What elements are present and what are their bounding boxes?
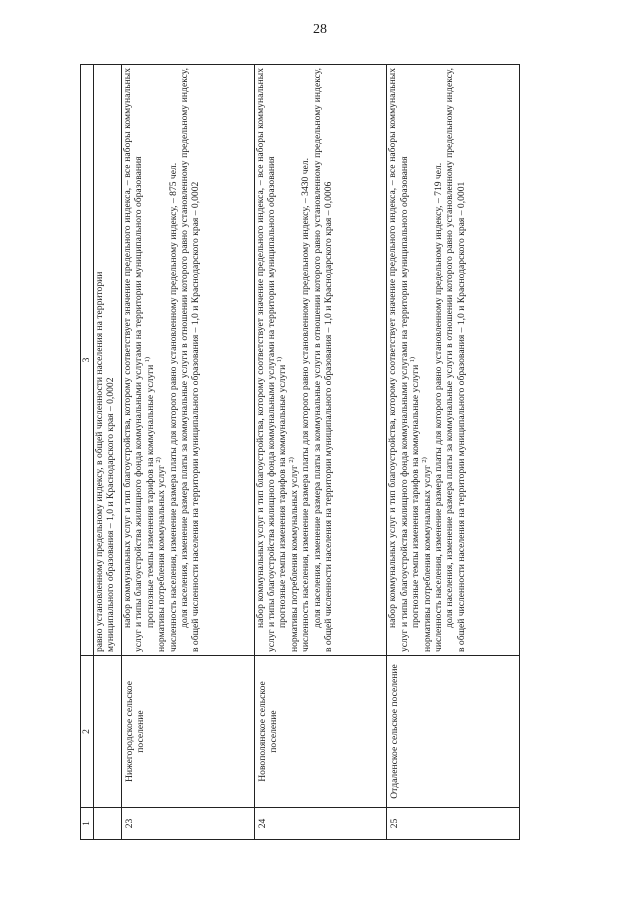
population-share-text: доля населения, изменение размера платы за коммунальные услуги в отношении которого равно установленному предельному индексу, в общей численности населения на территории муниципального образования – 1,0 и Краснодарского края – 0,0006 <box>311 68 335 652</box>
municipality-name: Отдаленское сельское поселение <box>387 656 520 808</box>
column-header-municipality: 2 <box>81 656 94 808</box>
municipal-index-table <box>80 64 520 840</box>
norms-text: нормативы потребления коммунальных услуг $^{2)}$ <box>420 457 433 652</box>
services-set-text: набор коммунальных услуг и тип благоустройства, которому соответствует значение предельного индекса, – все наборы коммунальных услуг и типы благоустройства жилищного фонда коммунальными услугами на территории муниципального образования <box>122 68 145 652</box>
row-number: 24 <box>254 808 387 840</box>
column-header-description: 3 <box>81 65 94 656</box>
footnote-mark: 1) <box>276 356 284 363</box>
municipality-name: Нижегородское сельское поселение <box>122 656 255 808</box>
page-number: 28 <box>313 22 327 37</box>
norms-text: нормативы потребления коммунальных услуг $^{2)}$ <box>287 457 300 652</box>
row-number: 23 <box>122 808 255 840</box>
population-share-text: доля населения, изменение размера платы за коммунальные услуги в отношении которого равно установленному предельному индексу, в общей численности населения на территории муниципального образования – 1,0 и Краснодарского края – 0,0002 <box>179 68 202 652</box>
description-cell <box>387 65 520 656</box>
footnote-mark: 1) <box>143 356 151 363</box>
population-share-text: доля населения, изменение размера платы за коммунальные услуги в отношении которого равно установленному предельному индексу, в общей численности населения на территории муниципального образования – 1,0 и Краснодарского края – 0,0001 <box>444 68 467 652</box>
services-set-text: набор коммунальных услуг и тип благоустройства, которому соответствует значение предельного индекса, – все наборы коммунальных услуг и типы благоустройства жилищного фонда коммунальными услугами на территории муниципального образования <box>387 68 410 652</box>
column-header-number: 1 <box>81 808 94 840</box>
population-text: численность населения, изменение размера платы для которого равно установленному предельному индексу, – 719 чел. <box>432 162 444 652</box>
rotated-table-page <box>80 65 520 840</box>
table-header-row <box>81 65 94 840</box>
row-number: 25 <box>387 808 520 840</box>
continuation-line: муниципального образования – 1,0 и Краснодарского края – 0,0002 <box>105 377 117 652</box>
description-cell <box>254 65 387 656</box>
municipality-name: Новополянское сельское поселение <box>254 656 387 808</box>
forecast-text: прогнозные темпы изменения тарифов на коммунальные услуги $^{1)}$ <box>143 356 156 628</box>
continuation-empty-cell <box>94 656 122 808</box>
continuation-text-cell <box>94 65 122 656</box>
population-text: численность населения, изменение размера платы для которого равно установленному предельному индексу, – 875 чел. <box>167 162 179 652</box>
description-cell <box>122 65 255 656</box>
continuation-line: равно установленному предельному индексу, в общей численности населения на территории <box>94 271 105 652</box>
forecast-text: прогнозные темпы изменения тарифов на коммунальные услуги $^{1)}$ <box>409 356 422 628</box>
footnote-mark: 2) <box>155 457 163 463</box>
footnote-mark: 1) <box>409 356 417 363</box>
table-row <box>122 65 255 840</box>
footnote-mark: 2) <box>420 457 428 463</box>
population-text: численность населения, изменение размера платы для которого равно установленному предельному индексу, – 3430 чел. <box>300 158 312 652</box>
footnote-mark: 2) <box>287 457 295 463</box>
forecast-text: прогнозные темпы изменения тарифов на коммунальные услуги $^{1)}$ <box>276 356 289 628</box>
continuation-empty-cell <box>94 808 122 840</box>
continuation-row <box>94 65 122 840</box>
table-row <box>387 65 520 840</box>
norms-text: нормативы потребления коммунальных услуг $^{2)}$ <box>155 457 168 652</box>
services-set-text: набор коммунальных услуг и тип благоустройства, которому соответствует значение предельного индекса, – все наборы коммунальных услуг и типы благоустройства жилищного фонда коммунальными услугами на территории муниципального образования <box>254 68 278 652</box>
table-row <box>254 65 387 840</box>
